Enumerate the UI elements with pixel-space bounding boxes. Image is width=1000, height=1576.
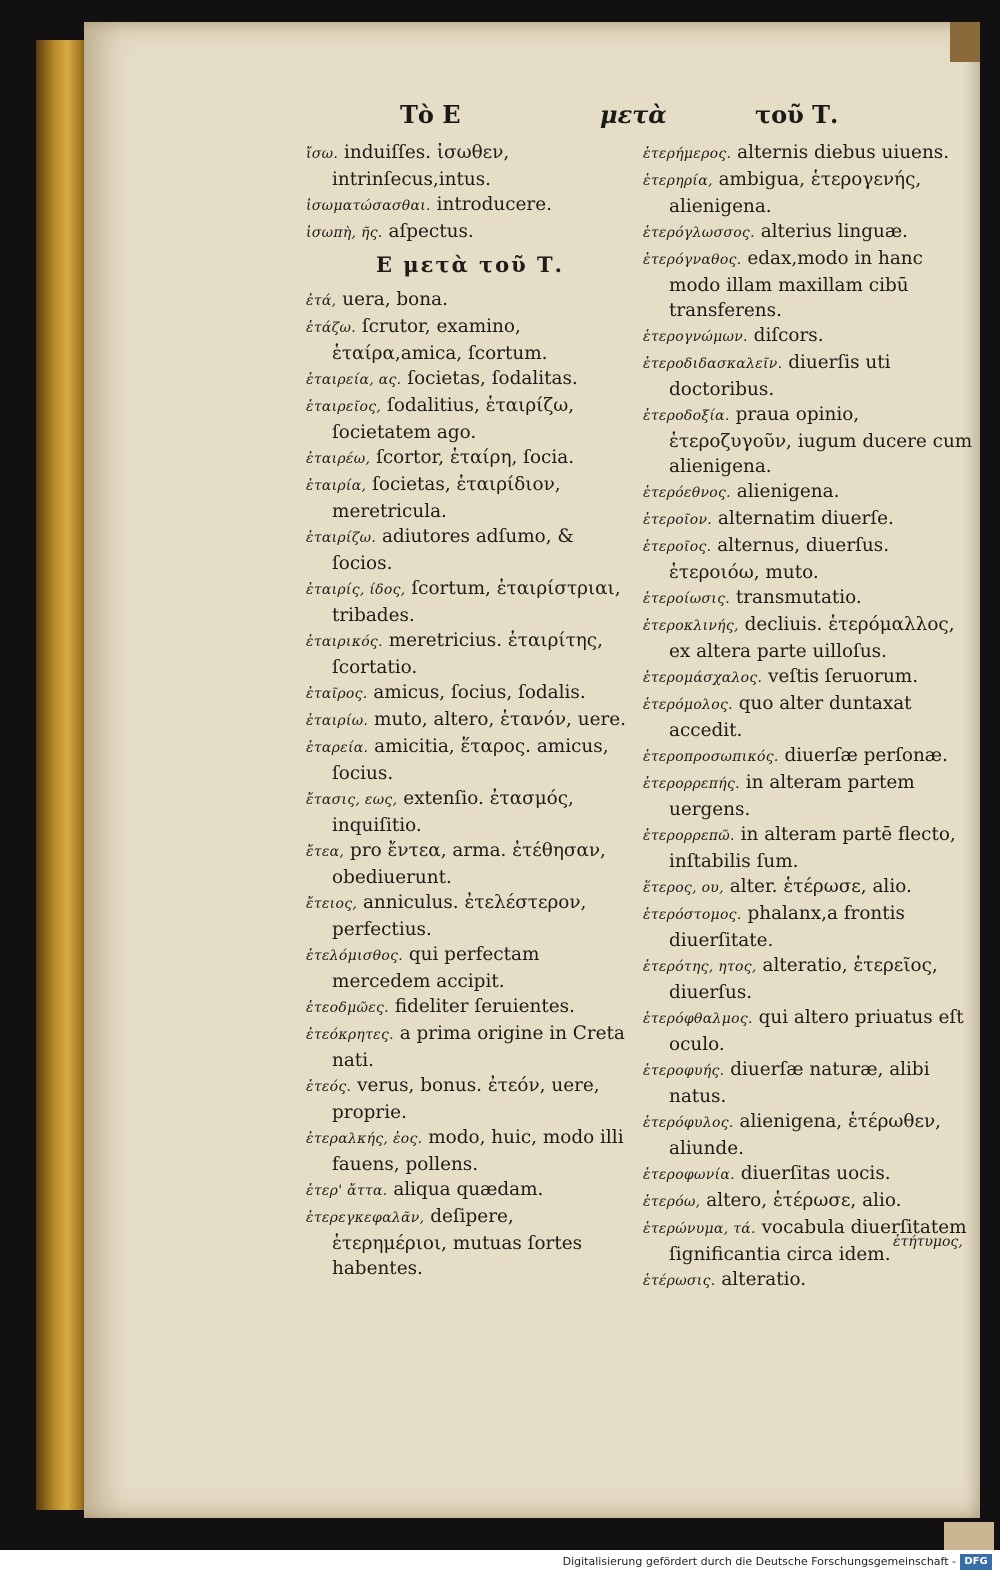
entry-greek-headword: ἑτερότης, ητος,: [643, 959, 757, 975]
entry-greek-headword: ἕτερος, ου,: [643, 880, 724, 896]
entry-greek-headword: ἰσωματώσασθαι.: [306, 198, 431, 214]
dictionary-entry: [306, 838, 634, 890]
dictionary-entry: [306, 287, 634, 314]
entry-latin-gloss: alienigena.: [736, 481, 840, 502]
dictionary-entry: [306, 524, 634, 576]
dictionary-entry: [643, 1188, 973, 1215]
entry-latin-gloss: alter. ἑτέρωσε, alio.: [729, 876, 912, 897]
dictionary-entry: [643, 350, 973, 402]
dictionary-entry: [643, 246, 973, 323]
entry-greek-headword: ἑτερηρία,: [643, 173, 713, 189]
dictionary-entry: [306, 628, 634, 680]
dictionary-entry: [306, 393, 634, 445]
page-edge-gilt: [36, 40, 88, 1510]
entry-latin-gloss: alternatim diuerſe.: [717, 508, 894, 529]
entry-latin-gloss: alteratio.: [721, 1269, 807, 1290]
entry-latin-gloss: diuerſæ perſonæ.: [784, 745, 948, 766]
entry-latin-gloss: ſcortor, ἑταίρη, ſocia.: [376, 447, 575, 468]
entry-latin-gloss: in alteram partem uergens.: [669, 772, 915, 820]
running-head-left: Τὸ Ε: [400, 100, 461, 129]
entry-latin-gloss: induiſſes. ἰσωθεν, intrinſecus,intus.: [332, 142, 510, 190]
entry-latin-gloss: vocabula diuerſitatem ſignificantia circa idem.: [669, 1217, 967, 1265]
entry-greek-headword: ἰσωπὴ, ῆς.: [306, 225, 383, 241]
entry-greek-headword: ἑταιρέω,: [306, 451, 371, 467]
dictionary-entry: [643, 140, 973, 167]
entry-greek-headword: ἑτεροκλινής,: [643, 618, 739, 634]
entry-latin-gloss: amicus, ſocius, ſodalis.: [373, 682, 586, 703]
entry-greek-headword: ἑτερορρεπής.: [643, 776, 740, 792]
dictionary-entry: [306, 445, 634, 472]
entry-latin-gloss: fideliter ſeruientes.: [394, 996, 575, 1017]
dictionary-entry: [306, 1021, 634, 1073]
entry-latin-gloss: diuerſæ naturæ, alibi natus.: [669, 1059, 930, 1107]
entry-greek-headword: ἑτερόω,: [643, 1194, 701, 1210]
entry-latin-gloss: alterius linguæ.: [760, 221, 908, 242]
dictionary-entry: [306, 314, 634, 366]
dictionary-entry: [643, 822, 973, 874]
entry-greek-headword: ἑτερ' ἄττα.: [306, 1183, 388, 1199]
entry-greek-headword: ἑτέρωσις.: [643, 1273, 716, 1289]
entry-greek-headword: ἑτερόστομος.: [643, 907, 742, 923]
entry-latin-gloss: aſpectus.: [388, 221, 474, 242]
entry-greek-headword: ἑταιρικός.: [306, 634, 383, 650]
entry-latin-gloss: diſcors.: [753, 325, 824, 346]
entry-greek-headword: ἑτερόγλωσσος.: [643, 225, 755, 241]
dictionary-entry: [643, 533, 973, 585]
running-head-center: μετὰ: [600, 100, 667, 129]
entry-greek-headword: ἑτερορρεπῶ.: [643, 828, 735, 844]
entry-latin-gloss: alternis diebus uiuens.: [737, 142, 950, 163]
entry-greek-headword: ἑτερογνώμων.: [643, 329, 748, 345]
entry-greek-headword: ἑτερόεθνος.: [643, 485, 731, 501]
entry-latin-gloss: ambigua, ἑτερογενής, alienigena.: [669, 169, 922, 217]
dictionary-entry: [306, 219, 634, 246]
dictionary-entry: [643, 1005, 973, 1057]
dictionary-entry: [306, 707, 634, 734]
entry-greek-headword: ἑταῖρος.: [306, 686, 368, 702]
entry-latin-gloss: ſcrutor, examino, ἑταίρα,amica, ſcortum.: [332, 316, 548, 364]
dictionary-entry: [306, 786, 634, 838]
entry-latin-gloss: deſipere, ἑτερημέριοι, mutuas ſortes habentes.: [332, 1206, 583, 1279]
dictionary-entry: [643, 1057, 973, 1109]
dictionary-entry: [306, 942, 634, 994]
dictionary-entry: [643, 402, 973, 479]
entry-latin-gloss: introducere.: [436, 194, 552, 215]
entry-greek-headword: ἑταιρία,: [306, 478, 367, 494]
entry-greek-headword: ἑτεροφυής.: [643, 1063, 725, 1079]
entry-latin-gloss: alternus, diuerſus. ἑτεροιόω, muto.: [669, 535, 890, 583]
entry-latin-gloss: extenſio. ἐτασμός, inquiſitio.: [332, 788, 574, 836]
entry-greek-headword: ἑταιρίω.: [306, 713, 369, 729]
entry-greek-headword: ἑτερεγκεφαλᾶν,: [306, 1210, 425, 1226]
entry-greek-headword: ἐτεόκρητες.: [306, 1027, 394, 1043]
entry-latin-gloss: altero, ἑτέρωσε, alio.: [706, 1190, 902, 1211]
entry-greek-headword: ἑτερώνυμα, τά.: [643, 1221, 756, 1237]
entry-latin-gloss: veſtis ſeruorum.: [768, 666, 919, 687]
entry-greek-headword: ἑτερομάσχαλος.: [643, 670, 763, 686]
entry-greek-headword: ἑτερόμολος.: [643, 697, 733, 713]
entry-greek-headword: ἑτερόφθαλμος.: [643, 1011, 753, 1027]
running-head: [300, 100, 860, 136]
dictionary-entry: [643, 770, 973, 822]
entry-greek-headword: ἑτεροίωσις.: [643, 591, 730, 607]
left-column: [306, 140, 634, 1281]
running-head-right: τοῦ Τ.: [755, 100, 839, 129]
entry-greek-headword: ἑταιρίζω.: [306, 530, 377, 546]
entry-greek-headword: ἑταιρεία, ας.: [306, 372, 402, 388]
entry-latin-gloss: alienigena, ἑτέρωθεν, aliunde.: [669, 1111, 941, 1159]
dictionary-entry: [306, 576, 634, 628]
entry-greek-headword: ἴσω.: [306, 146, 339, 162]
dictionary-entry: [643, 953, 973, 1005]
entry-latin-gloss: uera, bona.: [342, 289, 448, 310]
dictionary-entry: [306, 994, 634, 1021]
entry-greek-headword: ἐτεοδμῶες.: [306, 1000, 389, 1016]
entry-latin-gloss: muto, altero, ἑτανόν, uere.: [374, 709, 626, 730]
dictionary-entry: [306, 1073, 634, 1125]
entry-latin-gloss: diuerſis uti doctoribus.: [669, 352, 891, 400]
dictionary-entry: [643, 901, 973, 953]
right-column: [643, 140, 973, 1294]
entry-latin-gloss: amicitia, ἕταρος. amicus, ſocius.: [332, 736, 609, 784]
entry-greek-headword: ἐτελόμισθος.: [306, 948, 403, 964]
dictionary-entry: [643, 585, 973, 612]
entry-greek-headword: ἑτεροῖος.: [643, 539, 712, 555]
entry-latin-gloss: alteratio, ἑτερεῖος, diuerſus.: [669, 955, 938, 1003]
dictionary-entry: [306, 472, 634, 524]
entry-latin-gloss: edax,modo in hanc modo illam maxillam cibū transferens.: [669, 248, 923, 321]
catchword: ἐτήτυμος,: [893, 1234, 963, 1250]
dictionary-entry: [306, 1204, 634, 1281]
entry-latin-gloss: verus, bonus. ἐτεόν, uere, proprie.: [332, 1075, 600, 1123]
entry-latin-gloss: meretricius. ἑταιρίτης, ſcortatio.: [332, 630, 603, 678]
entry-latin-gloss: ſocietas, ſodalitas.: [407, 368, 578, 389]
dictionary-entry: [643, 1267, 973, 1294]
entry-latin-gloss: ſocietas, ἑταιρίδιον, meretricula.: [332, 474, 561, 522]
dictionary-entry: [643, 664, 973, 691]
dictionary-entry: [306, 140, 634, 192]
entry-greek-headword: ἐτά,: [306, 293, 337, 309]
entry-greek-headword: ἑταιρεῖος,: [306, 399, 382, 415]
entry-greek-headword: ἑτεροδοξία.: [643, 408, 730, 424]
dictionary-entry: [643, 743, 973, 770]
entry-latin-gloss: diuerſitas uocis.: [740, 1163, 891, 1184]
footer-bar: [0, 1550, 1000, 1576]
entry-greek-headword: ἑταρεία.: [306, 740, 369, 756]
entry-latin-gloss: aliqua quædam.: [393, 1179, 544, 1200]
entry-latin-gloss: qui altero priuatus eſt oculo.: [669, 1007, 964, 1055]
dictionary-entry: [643, 219, 973, 246]
dictionary-entry: [306, 192, 634, 219]
dictionary-entry: [306, 366, 634, 393]
entry-greek-headword: ἑτερόγναθος.: [643, 252, 742, 268]
dictionary-entry: [643, 167, 973, 219]
entry-greek-headword: ἑταιρίς, ίδος,: [306, 582, 406, 598]
entry-latin-gloss: adiutores adſumo, & ſocios.: [332, 526, 574, 574]
dictionary-entry: [643, 479, 973, 506]
dictionary-entry: [643, 1109, 973, 1161]
dfg-logo: DFG: [960, 1554, 992, 1570]
left-entries-before: [306, 140, 634, 246]
dictionary-entry: [306, 1125, 634, 1177]
dictionary-entry: [643, 612, 973, 664]
entry-latin-gloss: praua opinio, ἑτεροζυγοῦν, iugum ducere cum alienigena.: [669, 404, 973, 477]
page-corner-shadow: [950, 22, 980, 62]
entry-greek-headword: ἑτεροφωνία.: [643, 1167, 735, 1183]
entry-latin-gloss: qui perfectam mercedem accipit.: [332, 944, 540, 992]
section-heading: Ε μετὰ τοῦ Τ.: [375, 252, 564, 277]
dictionary-entry: [643, 874, 973, 901]
right-entries: [643, 140, 973, 1294]
entry-latin-gloss: pro ἔντεα, arma. ἐτέθησαν, obediuerunt.: [332, 840, 606, 888]
entry-greek-headword: ἐτεός.: [306, 1079, 352, 1095]
dictionary-entry: [643, 1161, 973, 1188]
entry-latin-gloss: quo alter duntaxat accedit.: [669, 693, 912, 741]
entry-latin-gloss: decliuis. ἑτερόμαλλος, ex altera parte uilloſus.: [669, 614, 955, 662]
entry-latin-gloss: a prima origine in Creta nati.: [332, 1023, 625, 1071]
entry-latin-gloss: ſodalitius, ἑταιρίζω, ſocietatem ago.: [332, 395, 575, 443]
entry-greek-headword: ἑτεροπροσωπικός.: [643, 749, 779, 765]
entry-greek-headword: ἑτερήμερος.: [643, 146, 732, 162]
entry-greek-headword: ἔτειος,: [306, 896, 358, 912]
entry-latin-gloss: modo, huic, modo illi fauens, pollens.: [332, 1127, 624, 1175]
entry-latin-gloss: transmutatio.: [735, 587, 862, 608]
dictionary-entry: [643, 506, 973, 533]
entry-latin-gloss: anniculus. ἐτελέστερον, perfectius.: [332, 892, 587, 940]
entry-greek-headword: ἑτεροδιδασκαλεῖν.: [643, 356, 783, 372]
entry-greek-headword: ἑτερόφυλος.: [643, 1115, 734, 1131]
dictionary-entry: [643, 323, 973, 350]
entry-latin-gloss: ſcortum, ἑταιρίστριαι, tribades.: [332, 578, 621, 626]
dictionary-entry: [306, 680, 634, 707]
entry-greek-headword: ἑτεροῖον.: [643, 512, 713, 528]
entry-latin-gloss: in alteram partē flecto, inſtabilis ſum.: [669, 824, 956, 872]
dictionary-entry: [306, 890, 634, 942]
entry-greek-headword: ἐτάζω.: [306, 320, 356, 336]
entry-greek-headword: ἔτασις, εως,: [306, 792, 398, 808]
dictionary-entry: [643, 691, 973, 743]
entry-greek-headword: ἑτεραλκής, ἐος.: [306, 1131, 423, 1147]
entry-greek-headword: ἔτεα,: [306, 844, 345, 860]
dictionary-entry: [306, 1177, 634, 1204]
footer-credit: Digitalisierung gefördert durch die Deutsche Forschungsgemeinschaft -: [562, 1555, 956, 1568]
left-entries-after: [306, 287, 634, 1281]
entry-latin-gloss: phalanx,a frontis diuerſitate.: [669, 903, 905, 951]
dictionary-entry: [306, 734, 634, 786]
